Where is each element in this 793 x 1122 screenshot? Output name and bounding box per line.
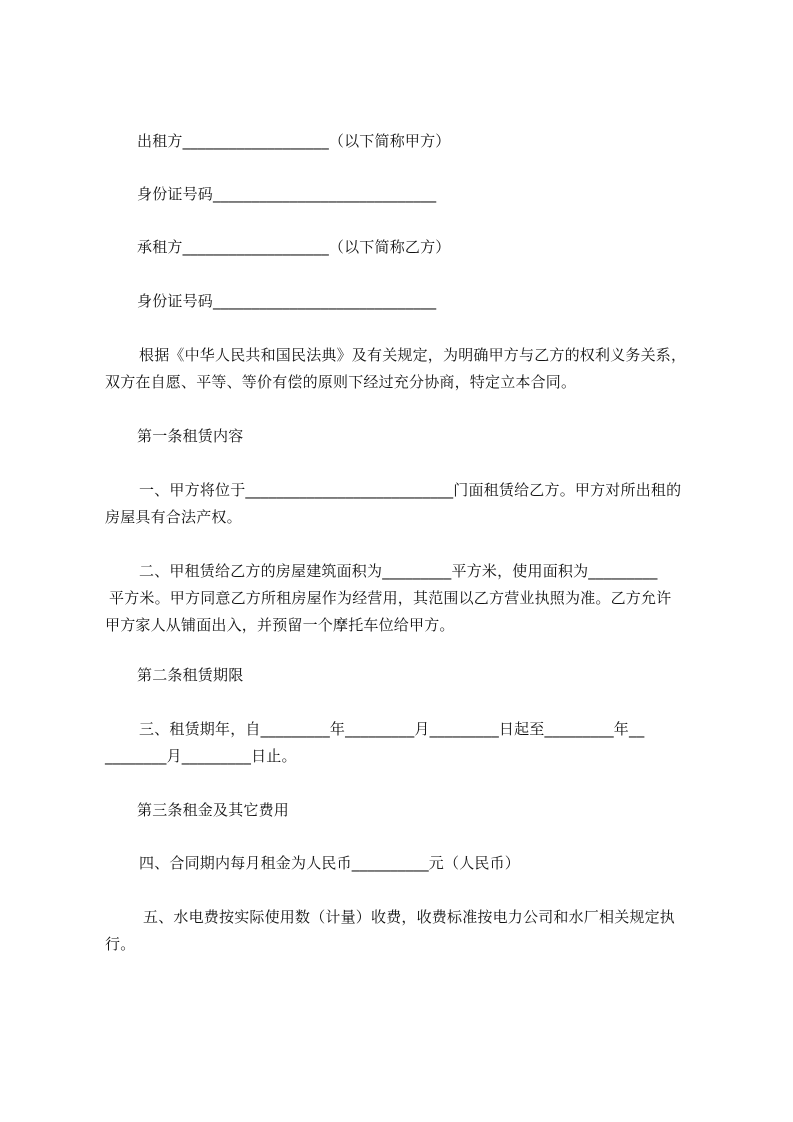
clause-5-line-1: 五、水电费按实际使用数（计量）收费，收费标准按电力公司和水厂相关规定执 bbox=[143, 908, 676, 926]
clause-3-line-1: 三、租赁期年，自_________年_________月_________日起至_________年__ bbox=[139, 720, 645, 738]
clause-5-line-2: 行。 bbox=[105, 935, 136, 953]
clause-2-line-3: 甲方家人从铺面出入，并预留一个摩托车位给甲方。 bbox=[105, 616, 455, 634]
clause-2-line-1: 二、甲租赁给乙方的房屋建筑面积为_________平方米，使用面积为_________ bbox=[139, 562, 658, 580]
preamble-line-2: 双方在自愿、平等、等价有偿的原则下经过充分协商，特定立本合同。 bbox=[105, 373, 577, 391]
clause-2-line-2: 平方米。甲方同意乙方所租房屋作为经营用，其范围以乙方营业执照为准。乙方允许 bbox=[109, 589, 672, 607]
preamble-line-1: 根据《中华人民共和国民法典》及有关规定，为明确甲方与乙方的权利义务关系， bbox=[139, 346, 687, 364]
clause-4-line: 四、合同期内每月租金为人民币__________元（人民币） bbox=[139, 854, 521, 872]
clause-1-line-1: 一、甲方将位于___________________________门面租赁给乙方。甲方对所出租的 bbox=[139, 481, 682, 499]
clause-1-line-2: 房屋具有合法产权。 bbox=[105, 508, 242, 526]
lessee-id-line: 身份证号码_____________________________ bbox=[137, 292, 437, 310]
article-3-heading: 第三条租金及其它费用 bbox=[137, 801, 290, 819]
clause-3-line-2: ________月_________日止。 bbox=[105, 747, 297, 765]
lessor-id-line: 身份证号码_____________________________ bbox=[137, 185, 437, 203]
article-2-heading: 第二条租赁期限 bbox=[137, 666, 244, 684]
lessor-line: 出租方___________________（以下简称甲方） bbox=[137, 132, 451, 150]
article-1-heading: 第一条租赁内容 bbox=[137, 427, 244, 445]
lessee-line: 承租方___________________（以下简称乙方） bbox=[137, 238, 451, 256]
